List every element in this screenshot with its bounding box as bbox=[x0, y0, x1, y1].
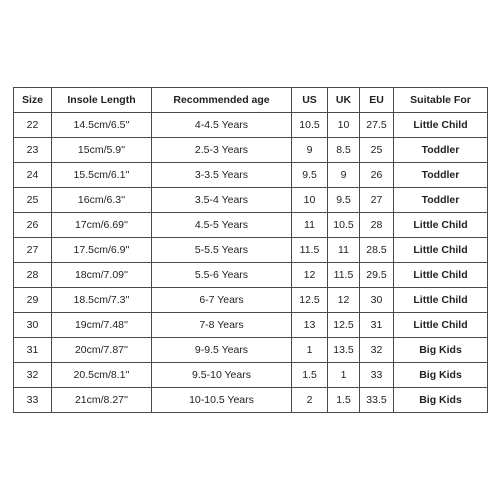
size-chart-table bbox=[13, 87, 488, 413]
table-row bbox=[14, 263, 488, 288]
cell-uk: 13.5 bbox=[328, 338, 360, 363]
table-row bbox=[14, 313, 488, 338]
column-header-eu: EU bbox=[360, 88, 394, 113]
table-row bbox=[14, 163, 488, 188]
cell-uk: 12 bbox=[328, 288, 360, 313]
column-header-us: US bbox=[292, 88, 328, 113]
cell-size: 30 bbox=[14, 313, 52, 338]
cell-size: 23 bbox=[14, 138, 52, 163]
cell-size: 32 bbox=[14, 363, 52, 388]
header-row bbox=[14, 88, 488, 113]
cell-insole-length: 17.5cm/6.9'' bbox=[52, 238, 152, 263]
cell-eu: 27 bbox=[360, 188, 394, 213]
cell-size: 25 bbox=[14, 188, 52, 213]
cell-uk: 10.5 bbox=[328, 213, 360, 238]
cell-size: 33 bbox=[14, 388, 52, 413]
cell-suitable-for: Little Child bbox=[394, 238, 488, 263]
cell-eu: 26 bbox=[360, 163, 394, 188]
cell-eu: 31 bbox=[360, 313, 394, 338]
cell-suitable-for: Big Kids bbox=[394, 363, 488, 388]
cell-us: 12.5 bbox=[292, 288, 328, 313]
column-header-uk: UK bbox=[328, 88, 360, 113]
cell-uk: 1.5 bbox=[328, 388, 360, 413]
table-row bbox=[14, 363, 488, 388]
cell-eu: 28.5 bbox=[360, 238, 394, 263]
table-row bbox=[14, 338, 488, 363]
cell-suitable-for: Toddler bbox=[394, 138, 488, 163]
cell-eu: 33.5 bbox=[360, 388, 394, 413]
cell-us: 9 bbox=[292, 138, 328, 163]
cell-suitable-for: Little Child bbox=[394, 213, 488, 238]
cell-recommended-age: 2.5-3 Years bbox=[152, 138, 292, 163]
cell-suitable-for: Little Child bbox=[394, 288, 488, 313]
table-row bbox=[14, 288, 488, 313]
cell-suitable-for: Little Child bbox=[394, 313, 488, 338]
cell-uk: 12.5 bbox=[328, 313, 360, 338]
cell-us: 10.5 bbox=[292, 113, 328, 138]
cell-insole-length: 14.5cm/6.5'' bbox=[52, 113, 152, 138]
cell-size: 22 bbox=[14, 113, 52, 138]
cell-eu: 25 bbox=[360, 138, 394, 163]
cell-insole-length: 17cm/6.69'' bbox=[52, 213, 152, 238]
cell-insole-length: 15cm/5.9'' bbox=[52, 138, 152, 163]
cell-recommended-age: 3-3.5 Years bbox=[152, 163, 292, 188]
cell-recommended-age: 4-4.5 Years bbox=[152, 113, 292, 138]
table-row bbox=[14, 188, 488, 213]
cell-suitable-for: Little Child bbox=[394, 263, 488, 288]
cell-us: 13 bbox=[292, 313, 328, 338]
cell-us: 11 bbox=[292, 213, 328, 238]
cell-recommended-age: 3.5-4 Years bbox=[152, 188, 292, 213]
cell-us: 9.5 bbox=[292, 163, 328, 188]
cell-size: 28 bbox=[14, 263, 52, 288]
cell-us: 2 bbox=[292, 388, 328, 413]
cell-us: 12 bbox=[292, 263, 328, 288]
cell-size: 24 bbox=[14, 163, 52, 188]
cell-suitable-for: Big Kids bbox=[394, 338, 488, 363]
cell-uk: 11 bbox=[328, 238, 360, 263]
cell-size: 27 bbox=[14, 238, 52, 263]
cell-eu: 30 bbox=[360, 288, 394, 313]
cell-recommended-age: 9-9.5 Years bbox=[152, 338, 292, 363]
table-row bbox=[14, 113, 488, 138]
cell-insole-length: 20.5cm/8.1'' bbox=[52, 363, 152, 388]
cell-uk: 8.5 bbox=[328, 138, 360, 163]
cell-size: 29 bbox=[14, 288, 52, 313]
column-header-suitable-for: Suitable For bbox=[394, 88, 488, 113]
cell-insole-length: 19cm/7.48'' bbox=[52, 313, 152, 338]
cell-suitable-for: Toddler bbox=[394, 163, 488, 188]
cell-us: 11.5 bbox=[292, 238, 328, 263]
cell-eu: 28 bbox=[360, 213, 394, 238]
cell-insole-length: 16cm/6.3'' bbox=[52, 188, 152, 213]
cell-recommended-age: 5-5.5 Years bbox=[152, 238, 292, 263]
cell-suitable-for: Toddler bbox=[394, 188, 488, 213]
cell-recommended-age: 10-10.5 Years bbox=[152, 388, 292, 413]
cell-recommended-age: 6-7 Years bbox=[152, 288, 292, 313]
cell-recommended-age: 7-8 Years bbox=[152, 313, 292, 338]
cell-insole-length: 18cm/7.09'' bbox=[52, 263, 152, 288]
column-header-recommended-age: Recommended age bbox=[152, 88, 292, 113]
cell-eu: 29.5 bbox=[360, 263, 394, 288]
cell-recommended-age: 9.5-10 Years bbox=[152, 363, 292, 388]
cell-eu: 33 bbox=[360, 363, 394, 388]
table-row bbox=[14, 138, 488, 163]
cell-suitable-for: Big Kids bbox=[394, 388, 488, 413]
cell-uk: 9.5 bbox=[328, 188, 360, 213]
cell-insole-length: 20cm/7.87'' bbox=[52, 338, 152, 363]
cell-uk: 10 bbox=[328, 113, 360, 138]
table-row bbox=[14, 213, 488, 238]
cell-uk: 11.5 bbox=[328, 263, 360, 288]
cell-insole-length: 21cm/8.27'' bbox=[52, 388, 152, 413]
cell-suitable-for: Little Child bbox=[394, 113, 488, 138]
cell-eu: 27.5 bbox=[360, 113, 394, 138]
cell-recommended-age: 5.5-6 Years bbox=[152, 263, 292, 288]
cell-us: 1.5 bbox=[292, 363, 328, 388]
cell-size: 31 bbox=[14, 338, 52, 363]
column-header-insole-length: Insole Length bbox=[52, 88, 152, 113]
table-row bbox=[14, 388, 488, 413]
cell-us: 10 bbox=[292, 188, 328, 213]
cell-uk: 9 bbox=[328, 163, 360, 188]
cell-eu: 32 bbox=[360, 338, 394, 363]
table-row bbox=[14, 238, 488, 263]
cell-us: 1 bbox=[292, 338, 328, 363]
cell-recommended-age: 4.5-5 Years bbox=[152, 213, 292, 238]
cell-size: 26 bbox=[14, 213, 52, 238]
cell-insole-length: 18.5cm/7.3'' bbox=[52, 288, 152, 313]
cell-uk: 1 bbox=[328, 363, 360, 388]
table-body bbox=[14, 113, 488, 413]
cell-insole-length: 15.5cm/6.1'' bbox=[52, 163, 152, 188]
column-header-size: Size bbox=[14, 88, 52, 113]
